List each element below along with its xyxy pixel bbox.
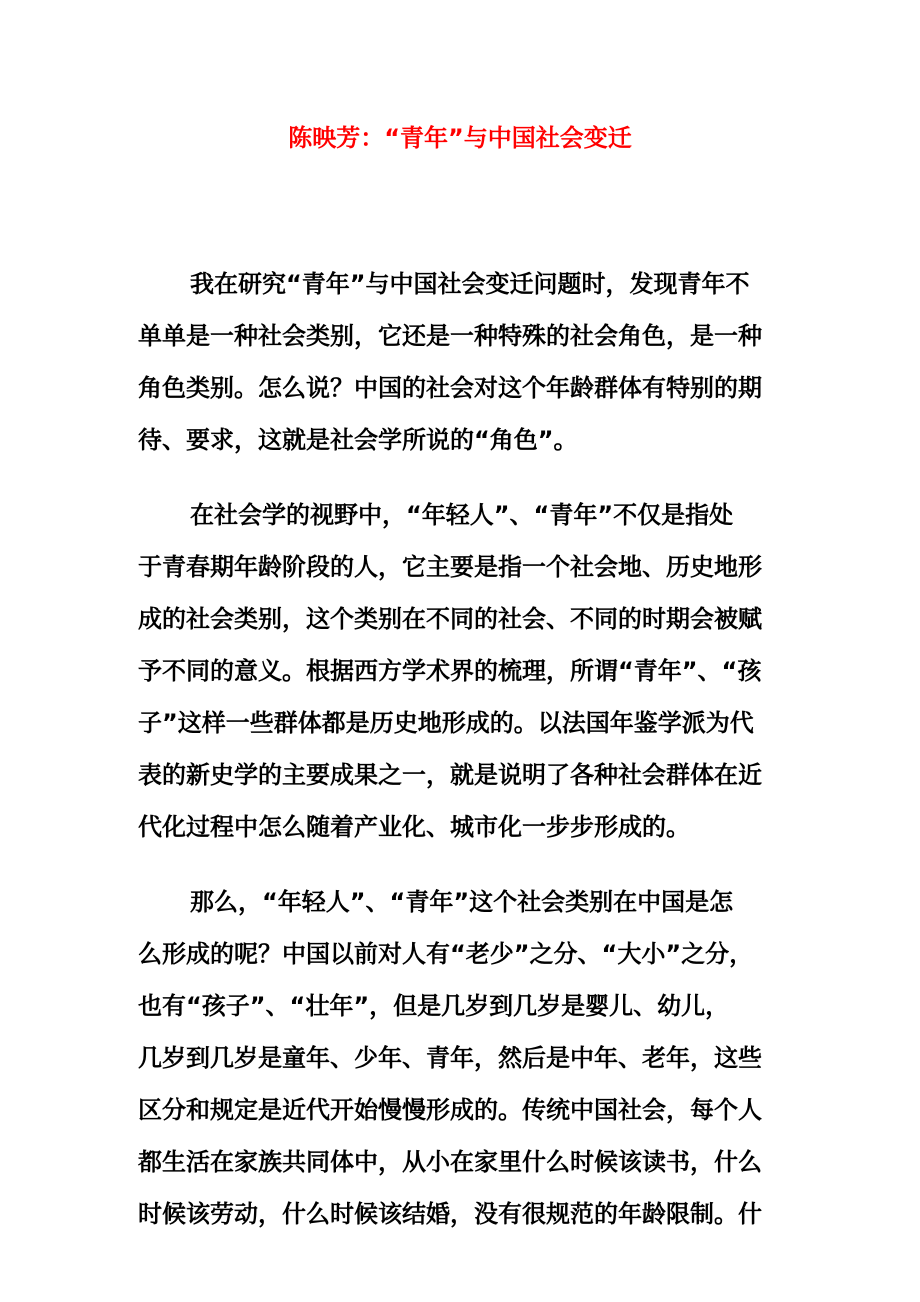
paragraph-line: 代化过程中怎么随着产业化、城市化一步步形成的。	[138, 813, 690, 841]
paragraph-line: 表的新史学的主要成果之一，就是说明了各种社会群体在近	[138, 761, 762, 789]
paragraph-line: 成的社会类别，这个类别在不同的社会、不同的时期会被赋	[138, 605, 762, 633]
paragraph-line: 待、要求，这就是社会学所说的“角色”。	[138, 426, 578, 454]
paragraph-line: 予不同的意义。根据西方学术界的梳理，所谓“青年”、“孩	[138, 657, 762, 685]
paragraph-line: 角色类别。怎么说？中国的社会对这个年龄群体有特别的期	[138, 374, 762, 402]
paragraph-line: 都生活在家族共同体中，从小在家里什么时候该读书，什么	[138, 1148, 762, 1176]
paragraph-line: 几岁到几岁是童年、少年、青年，然后是中年、老年，这些	[138, 1044, 762, 1072]
paragraph-3	[138, 876, 788, 1240]
paragraph-line: 也有“孩子”、“壮年”，但是几岁到几岁是婴儿、幼儿，	[138, 992, 730, 1020]
paragraph-line: 区分和规定是近代开始慢慢形成的。传统中国社会，每个人	[138, 1096, 762, 1124]
paragraph-1	[138, 258, 788, 466]
paragraph-line: 那么，“年轻人”、“青年”这个社会类别在中国是怎	[190, 888, 734, 916]
paragraph-line: 子”这样一些群体都是历史地形成的。以法国年鉴学派为代	[138, 709, 754, 737]
paragraph-2	[138, 489, 788, 853]
document-title: 陈映芳：“青年”与中国社会变迁	[288, 124, 632, 152]
paragraph-line: 单单是一种社会类别，它还是一种特殊的社会角色，是一种	[138, 322, 762, 350]
paragraph-line: 于青春期年龄阶段的人，它主要是指一个社会地、历史地形	[138, 553, 762, 581]
paragraph-line: 么形成的呢？中国以前对人有“老少”之分、“大小”之分，	[138, 940, 754, 968]
document-body	[138, 258, 788, 1263]
paragraph-line: 在社会学的视野中，“年轻人”、“青年”不仅是指处	[190, 501, 734, 529]
paragraph-line: 我在研究“青年”与中国社会变迁问题时，发现青年不	[190, 270, 750, 298]
paragraph-line: 时候该劳动，什么时候该结婚，没有很规范的年龄限制。什	[138, 1200, 762, 1228]
